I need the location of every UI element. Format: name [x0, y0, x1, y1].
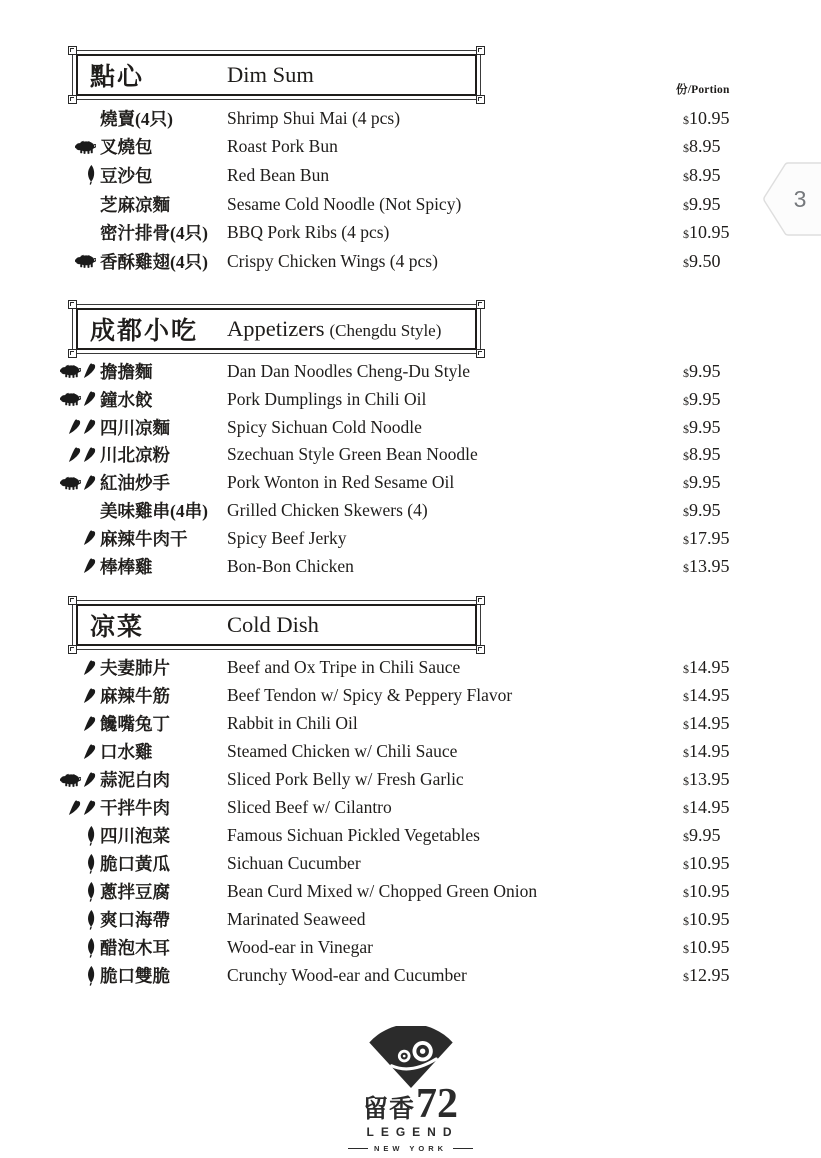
item-name-zh: 四川泡菜 — [100, 826, 170, 847]
item-icons — [52, 800, 100, 816]
item-name-zh: 爽口海帶 — [100, 910, 170, 931]
item-price — [683, 769, 821, 790]
section-title-zh: 點心 — [90, 64, 145, 91]
menu-item-row — [0, 710, 821, 738]
spicy-icon — [83, 530, 96, 546]
vegetarian-icon — [86, 854, 96, 874]
pork-icon — [60, 392, 81, 406]
spicy-icon — [83, 688, 96, 704]
corner-ornament-icon — [476, 300, 485, 309]
section-title-en-main: Cold Dish — [227, 611, 319, 637]
logo-dash-left — [348, 1148, 368, 1149]
item-name-en: Dan Dan Noodles Cheng-Du Style — [227, 360, 471, 381]
item-name-zh: 棒棒雞 — [100, 556, 153, 577]
item-price — [683, 965, 821, 986]
currency-symbol: $ — [683, 449, 689, 464]
item-name-en: Shrimp Shui Mai (4 pcs) — [227, 107, 401, 128]
price-amount: 9.95 — [689, 388, 721, 409]
item-name-en: Pork Dumplings in Chili Oil — [227, 388, 427, 409]
item-name-zh: 蔥拌豆腐 — [100, 882, 170, 903]
section-header — [72, 600, 481, 650]
item-name-zh: 豆沙包 — [100, 165, 153, 186]
item-name-zh: 脆口黃瓜 — [100, 854, 170, 875]
price-amount: 13.95 — [689, 769, 730, 790]
vegetarian-icon — [86, 826, 96, 846]
menu-section — [0, 600, 821, 990]
currency-symbol: $ — [683, 532, 689, 547]
item-icons — [52, 716, 100, 732]
currency-symbol: $ — [683, 858, 689, 873]
item-name-zh: 鐘水餃 — [100, 389, 153, 410]
section-items — [0, 650, 821, 990]
price-amount: 9.95 — [689, 193, 721, 214]
currency-symbol: $ — [683, 421, 689, 436]
price-amount: 9.95 — [689, 825, 721, 846]
currency-symbol: $ — [683, 718, 689, 733]
item-name-zh: 麻辣牛筋 — [100, 686, 170, 707]
item-name-en: Bean Curd Mixed w/ Chopped Green Onion — [227, 881, 538, 902]
currency-symbol: $ — [683, 141, 689, 156]
restaurant-logo — [331, 1026, 491, 1153]
spicy-icon — [83, 447, 96, 463]
item-icons — [52, 475, 100, 491]
price-amount: 9.95 — [689, 360, 721, 381]
item-name-en: Famous Sichuan Pickled Vegetables — [227, 825, 480, 846]
price-amount: 14.95 — [689, 657, 730, 678]
spicy-icon — [83, 419, 96, 435]
corner-ornament-icon — [476, 95, 485, 104]
spicy-icon — [83, 363, 96, 379]
spicy-icon — [83, 800, 96, 816]
price-amount: 17.95 — [689, 527, 730, 548]
item-icons — [52, 854, 100, 874]
pork-icon — [60, 476, 81, 490]
currency-symbol: $ — [683, 393, 689, 408]
menu-item-row — [0, 104, 821, 133]
logo-city — [331, 1144, 491, 1153]
item-name-en: Red Bean Bun — [227, 164, 330, 185]
corner-ornament-icon — [68, 596, 77, 605]
item-name-en: Bon-Bon Chicken — [227, 555, 354, 576]
price-amount: 8.95 — [689, 444, 721, 465]
currency-symbol: $ — [683, 690, 689, 705]
pork-icon — [60, 364, 81, 378]
item-price — [683, 444, 821, 465]
section-header — [72, 304, 481, 354]
currency-symbol: $ — [683, 227, 689, 242]
menu-item-row — [0, 190, 821, 219]
menu-item-row — [0, 133, 821, 162]
currency-symbol: $ — [683, 477, 689, 492]
section-header-frame — [76, 604, 477, 646]
item-icons — [52, 938, 100, 958]
item-name-en: Sliced Pork Belly w/ Fresh Garlic — [227, 769, 464, 790]
currency-symbol: $ — [683, 886, 689, 901]
vegetarian-icon — [86, 938, 96, 958]
menu-item-row — [0, 766, 821, 794]
price-amount: 14.95 — [689, 797, 730, 818]
currency-symbol: $ — [683, 112, 689, 127]
menu-item-row — [0, 385, 821, 413]
menu-item-row — [0, 247, 821, 276]
price-amount: 10.95 — [689, 222, 730, 243]
vegetarian-icon — [86, 165, 96, 185]
pork-icon — [75, 140, 96, 154]
menu-item-row — [0, 906, 821, 934]
section-title-en — [227, 62, 314, 88]
corner-ornament-icon — [68, 95, 77, 104]
menu-item-row — [0, 358, 821, 386]
item-name-zh: 密汁排骨(4只) — [100, 223, 208, 244]
menu-item-row — [0, 878, 821, 906]
item-price — [683, 472, 821, 493]
item-icons — [52, 363, 100, 379]
price-amount: 9.95 — [689, 499, 721, 520]
item-price — [683, 417, 821, 438]
item-name-zh: 饞嘴兔丁 — [100, 714, 170, 735]
currency-symbol: $ — [683, 560, 689, 575]
vegetarian-icon — [86, 966, 96, 986]
section-title-en-main: Dim Sum — [227, 62, 314, 87]
price-amount: 12.95 — [689, 965, 730, 986]
price-amount: 9.95 — [689, 472, 721, 493]
price-amount: 10.95 — [689, 881, 730, 902]
price-amount: 13.95 — [689, 555, 730, 576]
spicy-icon — [83, 391, 96, 407]
section-title-zh: 凉菜 — [90, 613, 145, 641]
item-price — [683, 825, 821, 846]
portion-label: 份/Portion — [676, 84, 730, 96]
item-price — [683, 528, 821, 549]
menu-item-row — [0, 469, 821, 497]
item-name-zh: 燒賣(4只) — [100, 108, 173, 129]
item-icons — [52, 772, 100, 788]
item-price — [683, 500, 821, 521]
item-icons — [52, 688, 100, 704]
item-name-zh: 麻辣牛肉干 — [100, 528, 188, 549]
currency-symbol: $ — [683, 198, 689, 213]
item-name-en: Sliced Beef w/ Cilantro — [227, 797, 392, 818]
item-name-zh: 干拌牛肉 — [100, 798, 170, 819]
logo-city-text: NEW YORK — [373, 1143, 448, 1153]
currency-symbol: $ — [683, 746, 689, 761]
corner-ornament-icon — [476, 46, 485, 55]
menu-item-row — [0, 552, 821, 580]
item-icons — [52, 744, 100, 760]
price-amount: 14.95 — [689, 685, 730, 706]
menu-item-row — [0, 962, 821, 990]
corner-ornament-icon — [476, 596, 485, 605]
price-amount: 10.95 — [689, 853, 730, 874]
item-name-zh: 醋泡木耳 — [100, 938, 170, 959]
menu-item-row — [0, 524, 821, 552]
item-name-en: Crispy Chicken Wings (4 pcs) — [227, 250, 438, 271]
item-price — [683, 556, 821, 577]
currency-symbol: $ — [683, 970, 689, 985]
item-name-zh: 川北凉粉 — [100, 445, 170, 466]
item-icons — [52, 447, 100, 463]
currency-symbol: $ — [683, 504, 689, 519]
menu-section — [0, 304, 821, 580]
corner-ornament-icon — [476, 645, 485, 654]
item-icons — [52, 660, 100, 676]
price-amount: 9.50 — [689, 250, 721, 271]
item-price — [683, 909, 821, 930]
item-name-zh: 蒜泥白肉 — [100, 770, 170, 791]
menu-item-row — [0, 934, 821, 962]
spicy-icon — [83, 744, 96, 760]
item-name-en: Rabbit in Chili Oil — [227, 713, 358, 734]
item-icons — [52, 530, 100, 546]
item-price — [683, 685, 821, 706]
logo-name: LEGEND — [366, 1124, 459, 1139]
item-name-en: Spicy Beef Jerky — [227, 527, 347, 548]
price-amount: 10.95 — [689, 107, 730, 128]
item-name-en: Szechuan Style Green Bean Noodle — [227, 444, 478, 465]
item-name-zh: 夫妻肺片 — [100, 658, 170, 679]
spicy-icon — [83, 475, 96, 491]
currency-symbol: $ — [683, 802, 689, 817]
corner-ornament-icon — [68, 46, 77, 55]
item-price — [683, 136, 821, 157]
item-icons — [52, 165, 100, 185]
section-items — [0, 100, 821, 276]
spicy-icon — [83, 660, 96, 676]
item-name-zh: 脆口雙脆 — [100, 966, 170, 987]
spicy-icon — [83, 558, 96, 574]
spicy-icon — [68, 419, 81, 435]
item-icons — [52, 826, 100, 846]
item-icons — [52, 391, 100, 407]
item-price — [683, 222, 821, 243]
item-name-en: Beef Tendon w/ Spicy & Peppery Flavor — [227, 685, 513, 706]
menu-item-row — [0, 413, 821, 441]
logo-wordmark — [331, 1080, 491, 1127]
price-amount: 10.95 — [689, 909, 730, 930]
currency-symbol: $ — [683, 774, 689, 789]
item-name-zh: 叉燒包 — [100, 137, 153, 158]
price-amount: 10.95 — [689, 937, 730, 958]
item-name-zh: 芝麻凉麵 — [100, 194, 170, 215]
item-price — [683, 165, 821, 186]
pork-icon — [60, 773, 81, 787]
section-title-en-main: Appetizers — [227, 315, 325, 341]
item-price — [683, 194, 821, 215]
logo-chinese: 留香 — [362, 1095, 415, 1123]
vegetarian-icon — [86, 910, 96, 930]
item-price — [683, 853, 821, 874]
menu-item-row — [0, 682, 821, 710]
corner-ornament-icon — [68, 645, 77, 654]
currency-symbol: $ — [683, 365, 689, 380]
currency-symbol: $ — [683, 662, 689, 677]
item-name-en: Steamed Chicken w/ Chili Sauce — [227, 741, 458, 762]
item-icons — [52, 910, 100, 930]
currency-symbol: $ — [683, 830, 689, 845]
section-items — [0, 354, 821, 580]
item-price — [683, 937, 821, 958]
logo-number: 72 — [416, 1080, 458, 1127]
item-name-zh: 口水雞 — [100, 742, 153, 763]
item-price — [683, 881, 821, 902]
section-header-frame — [76, 308, 477, 350]
item-price — [683, 797, 821, 818]
menu-item-row — [0, 161, 821, 190]
item-price — [683, 741, 821, 762]
menu-item-row — [0, 850, 821, 878]
price-amount: 9.95 — [689, 416, 721, 437]
corner-ornament-icon — [68, 349, 77, 358]
spicy-icon — [68, 447, 81, 463]
item-icons — [52, 882, 100, 902]
item-name-en: Sesame Cold Noodle (Not Spicy) — [227, 193, 462, 214]
currency-symbol: $ — [683, 914, 689, 929]
item-name-zh: 美味雞串(4串) — [100, 500, 208, 521]
item-name-en: Crunchy Wood-ear and Cucumber — [227, 965, 467, 986]
item-name-en: Roast Pork Bun — [227, 136, 338, 157]
spicy-icon — [83, 716, 96, 732]
section-title-en — [227, 612, 319, 638]
spicy-icon — [68, 800, 81, 816]
item-price — [683, 657, 821, 678]
item-name-zh: 四川凉麵 — [100, 417, 170, 438]
currency-symbol: $ — [683, 942, 689, 957]
currency-symbol: $ — [683, 255, 689, 270]
item-icons — [52, 966, 100, 986]
item-price — [683, 251, 821, 272]
item-name-en: Wood-ear in Vinegar — [227, 937, 373, 958]
item-name-en: Sichuan Cucumber — [227, 853, 361, 874]
menu-item-row — [0, 497, 821, 525]
section-title-en-sub: (Chengdu Style) — [329, 320, 442, 340]
item-icons — [52, 254, 100, 268]
item-name-en: Beef and Ox Tripe in Chili Sauce — [227, 657, 461, 678]
menu-item-row — [0, 441, 821, 469]
section-header-frame — [76, 54, 477, 96]
section-header — [72, 50, 481, 100]
menu-item-row — [0, 794, 821, 822]
menu-item-row — [0, 822, 821, 850]
section-title-zh: 成都小吃 — [90, 317, 199, 345]
pork-icon — [75, 254, 96, 268]
logo-dash-right — [453, 1148, 473, 1149]
item-name-zh: 紅油炒手 — [100, 473, 170, 494]
item-price — [683, 389, 821, 410]
section-title-en — [227, 316, 441, 342]
price-amount: 8.95 — [689, 136, 721, 157]
price-amount: 14.95 — [689, 713, 730, 734]
item-name-en: BBQ Pork Ribs (4 pcs) — [227, 222, 390, 243]
corner-ornament-icon — [476, 349, 485, 358]
item-name-en: Marinated Seaweed — [227, 909, 366, 930]
item-price — [683, 108, 821, 129]
currency-symbol: $ — [683, 169, 689, 184]
menu-item-row — [0, 654, 821, 682]
item-icons — [52, 419, 100, 435]
price-amount: 8.95 — [689, 164, 721, 185]
item-name-zh: 擔擔麵 — [100, 361, 153, 382]
menu-section — [0, 50, 821, 276]
item-name-en: Grilled Chicken Skewers (4) — [227, 499, 428, 520]
corner-ornament-icon — [68, 300, 77, 309]
price-amount: 14.95 — [689, 741, 730, 762]
item-name-en: Spicy Sichuan Cold Noodle — [227, 416, 422, 437]
vegetarian-icon — [86, 882, 96, 902]
item-name-en: Pork Wonton in Red Sesame Oil — [227, 472, 455, 493]
item-name-zh: 香酥雞翅(4只) — [100, 251, 208, 272]
menu-item-row — [0, 218, 821, 247]
spicy-icon — [83, 772, 96, 788]
item-price — [683, 361, 821, 382]
page-number: 3 — [793, 185, 807, 212]
item-icons — [52, 558, 100, 574]
item-icons — [52, 140, 100, 154]
menu-item-row — [0, 738, 821, 766]
item-price — [683, 713, 821, 734]
